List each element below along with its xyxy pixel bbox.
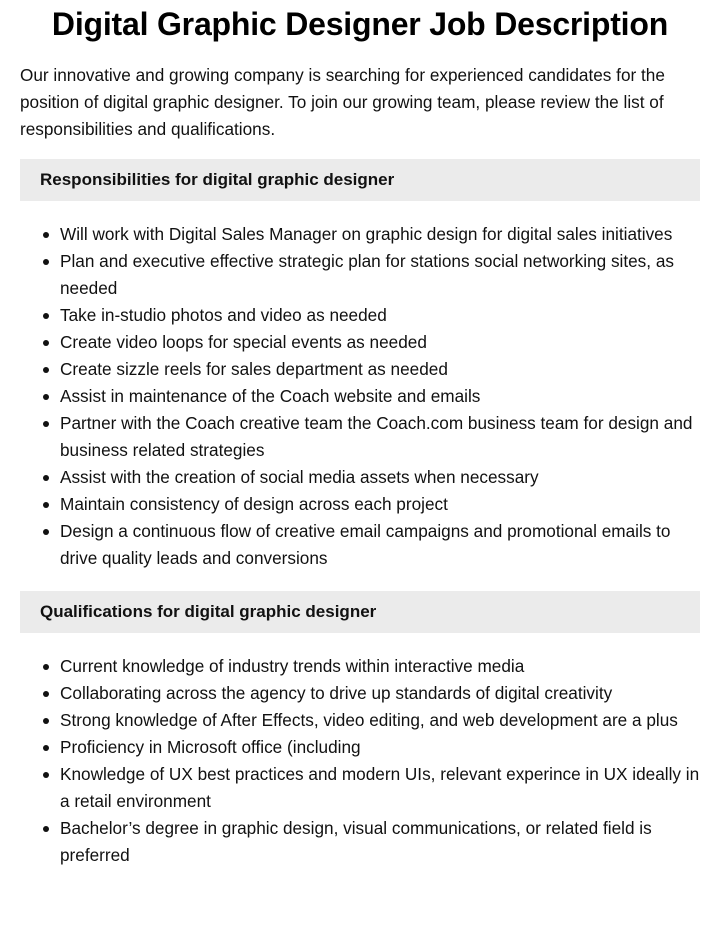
bullet-icon xyxy=(42,815,49,842)
list-item-text: Current knowledge of industry trends within interactive media xyxy=(60,656,525,676)
bullet-icon xyxy=(42,464,49,491)
list-item xyxy=(20,653,700,680)
bullet-icon xyxy=(42,329,49,356)
bullet-icon xyxy=(42,383,49,410)
list-item xyxy=(20,410,700,464)
intro-paragraph: Our innovative and growing company is searching for experienced candidates for the position of digital graphic designer. To join our growing team, please review the list of responsibilities and qualifications. xyxy=(20,65,665,139)
bullet-icon xyxy=(42,653,49,680)
list-item-text: Bachelor’s degree in graphic design, visual communications, or related field is preferred xyxy=(60,818,652,865)
bullet-icon xyxy=(42,248,49,275)
bullet-icon xyxy=(42,302,49,329)
bullet-icon xyxy=(42,491,49,518)
list-item-text: Design a continuous flow of creative email campaigns and promotional emails to drive quality leads and conversions xyxy=(60,521,671,568)
list-item xyxy=(20,221,700,248)
qualifications-heading-text: Qualifications for digital graphic designer xyxy=(40,602,377,621)
list-item-text: Strong knowledge of After Effects, video editing, and web development are a plus xyxy=(60,710,678,730)
bullet-icon xyxy=(42,761,49,788)
list-item xyxy=(20,815,700,869)
list-item-text: Plan and executive effective strategic plan for stations social networking sites, as needed xyxy=(60,251,674,298)
responsibilities-heading xyxy=(20,159,700,201)
list-item xyxy=(20,680,700,707)
list-item-text: Assist with the creation of social media assets when necessary xyxy=(60,467,539,487)
list-item-text: Partner with the Coach creative team the Coach.com business team for design and business related strategies xyxy=(60,413,693,460)
page-title: Digital Graphic Designer Job Description xyxy=(51,6,669,42)
qualifications-list xyxy=(20,653,700,869)
list-item xyxy=(20,491,700,518)
bullet-icon xyxy=(42,734,49,761)
list-item xyxy=(20,761,700,815)
list-item-text: Create sizzle reels for sales department as needed xyxy=(60,359,448,379)
bullet-icon xyxy=(42,356,49,383)
list-item-text: Take in-studio photos and video as needed xyxy=(60,305,387,325)
list-item-text: Will work with Digital Sales Manager on graphic design for digital sales initiatives xyxy=(60,224,673,244)
list-item-text: Proficiency in Microsoft office (including xyxy=(60,737,361,757)
list-item xyxy=(20,464,700,491)
list-item xyxy=(20,707,700,734)
qualifications-heading xyxy=(20,591,700,633)
list-item xyxy=(20,356,700,383)
list-item-text: Maintain consistency of design across each project xyxy=(60,494,448,514)
list-item-text: Create video loops for special events as needed xyxy=(60,332,427,352)
list-item-text: Knowledge of UX best practices and modern UIs, relevant experince in UX ideally in a retail environment xyxy=(60,764,700,811)
list-item xyxy=(20,518,700,572)
list-item xyxy=(20,734,700,761)
bullet-icon xyxy=(42,221,49,248)
bullet-icon xyxy=(42,518,49,545)
bullet-icon xyxy=(42,680,49,707)
bullet-icon xyxy=(42,707,49,734)
list-item-text: Assist in maintenance of the Coach website and emails xyxy=(60,386,481,406)
responsibilities-heading-text: Responsibilities for digital graphic designer xyxy=(40,170,395,189)
list-item xyxy=(20,302,700,329)
list-item-text: Collaborating across the agency to drive up standards of digital creativity xyxy=(60,683,613,703)
list-item xyxy=(20,329,700,356)
list-item xyxy=(20,248,700,302)
list-item xyxy=(20,383,700,410)
bullet-icon xyxy=(42,410,49,437)
responsibilities-list xyxy=(20,221,700,572)
